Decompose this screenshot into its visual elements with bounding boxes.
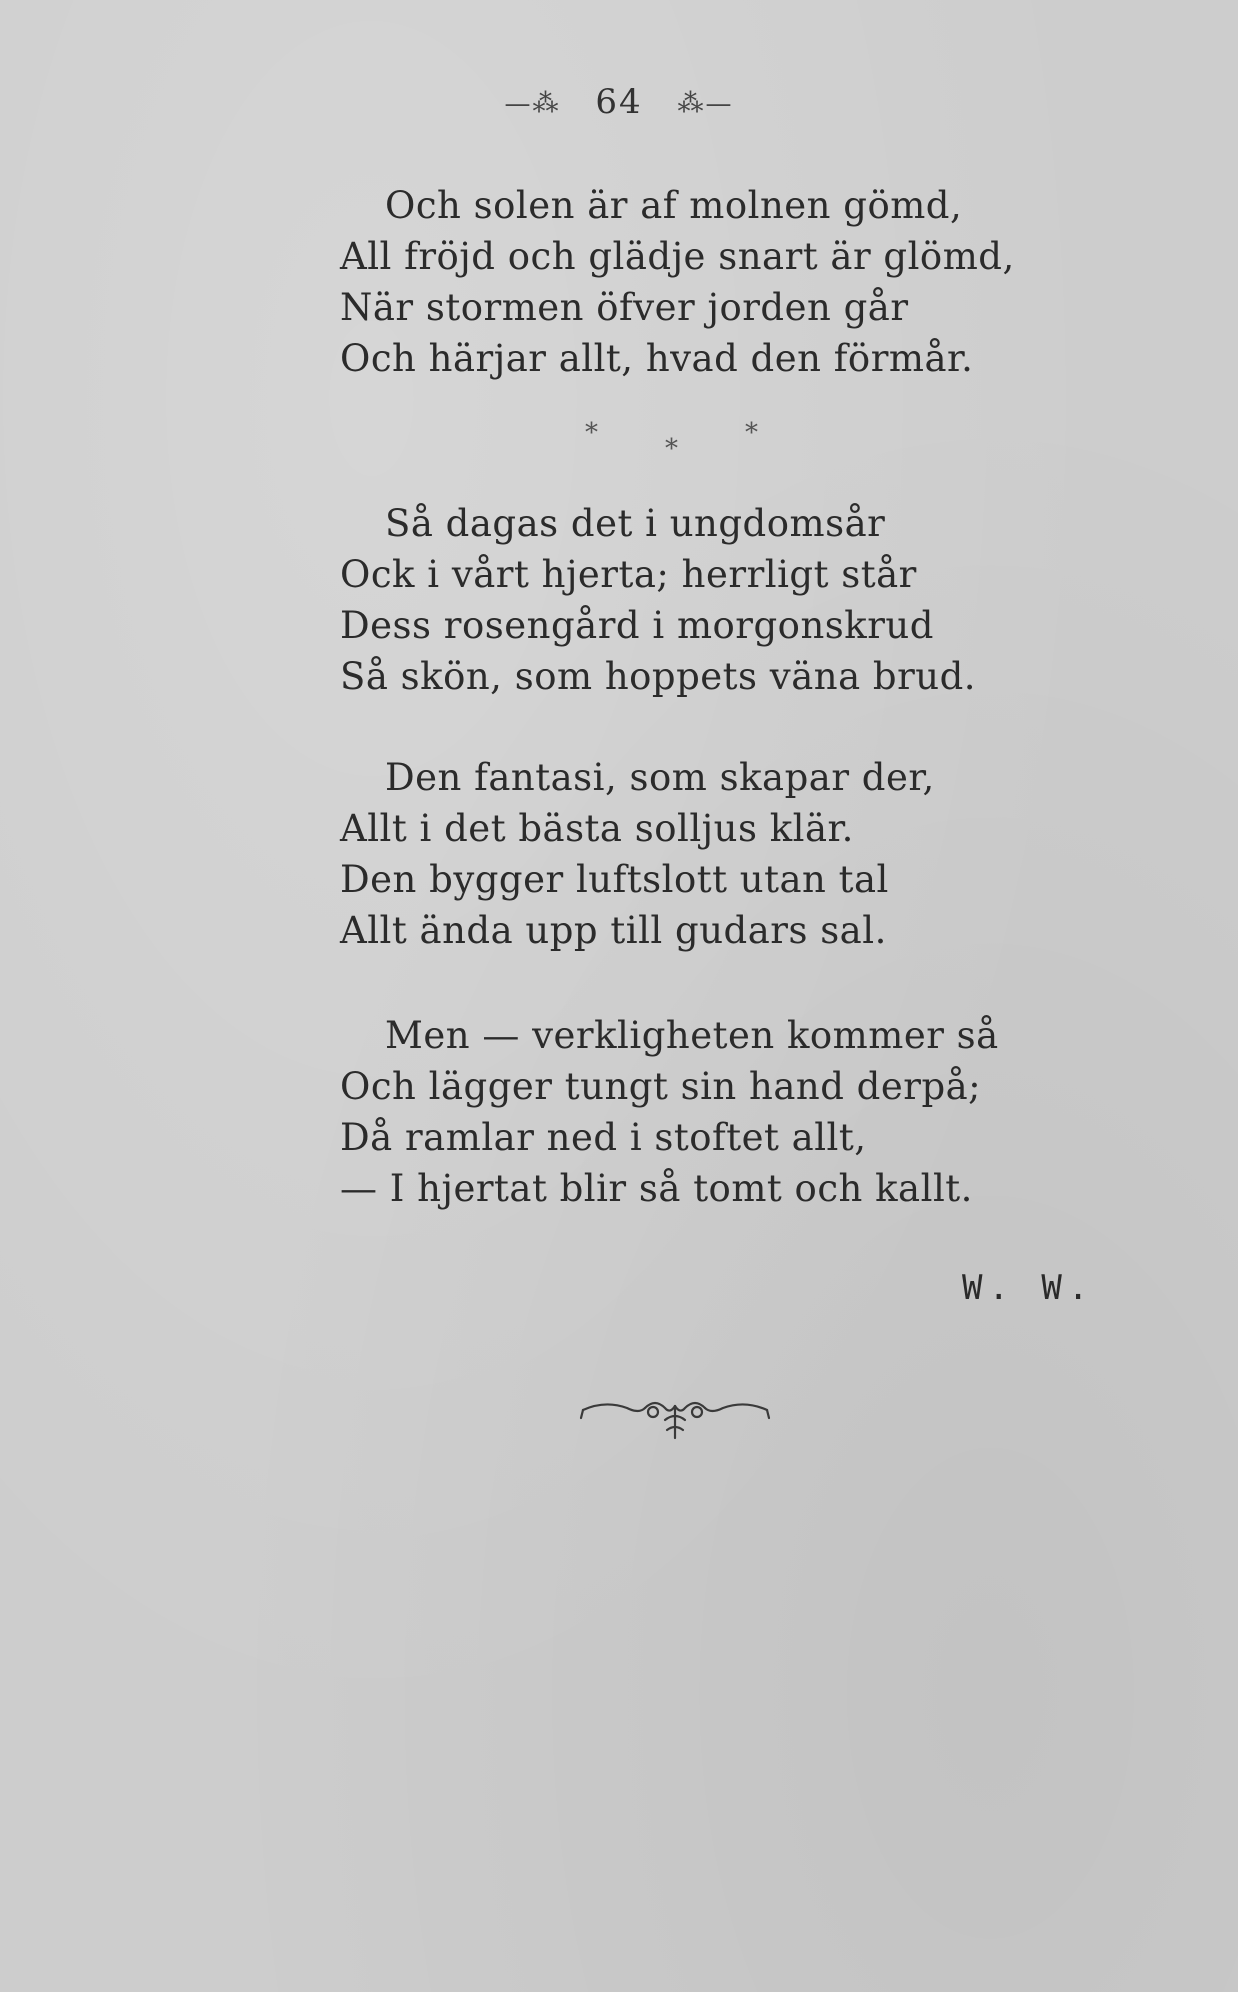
poem-line: Ock i vårt hjerta; herrligt står [340,553,917,596]
stanza-3 [340,752,1060,956]
poem-line: Den fantasi, som skapar der, [385,756,935,799]
stanza-4 [340,1010,1060,1214]
poem-line: Och solen är af molnen gömd, [385,184,963,227]
poem-line: Då ramlar ned i stoftet allt, [340,1116,867,1159]
poem-line: Och lägger tungt sin hand derpå; [340,1065,982,1108]
header-ornament-right: ⁂— [677,89,734,119]
stanza-2 [340,498,1060,702]
asterisk: * [585,418,598,448]
poem-line: Allt i det bästa solljus klär. [340,807,854,850]
header-ornament-left: —⁂ [504,89,561,119]
poem-line: Så skön, som hoppets väna brud. [340,655,977,698]
poem-line: Allt ända upp till gudars sal. [340,909,887,952]
poem-line: När stormen öfver jorden går [340,286,909,329]
section-break-asterism [585,418,765,468]
poem-line: Den bygger luftslott utan tal [340,858,889,901]
poem-line: Dess rosengård i morgonskrud [340,604,934,647]
author-signature: W. W. [962,1268,1095,1308]
poem-line: Men — verkligheten kommer så [385,1014,999,1057]
poem-line: Och härjar allt, hvad den förmår. [340,337,974,380]
page-number: 64 [595,82,643,122]
poem-line: All fröjd och glädje snart är glömd, [340,235,1015,278]
poem-line: — I hjertat blir så tomt och kallt. [340,1167,973,1210]
tailpiece-ornament-icon [575,1390,775,1450]
stanza-1 [340,180,1060,384]
poem-line: Så dagas det i ungdomsår [385,502,886,545]
asterisk: * [745,418,758,448]
asterisk: * [665,434,678,464]
page-header [0,82,1238,122]
